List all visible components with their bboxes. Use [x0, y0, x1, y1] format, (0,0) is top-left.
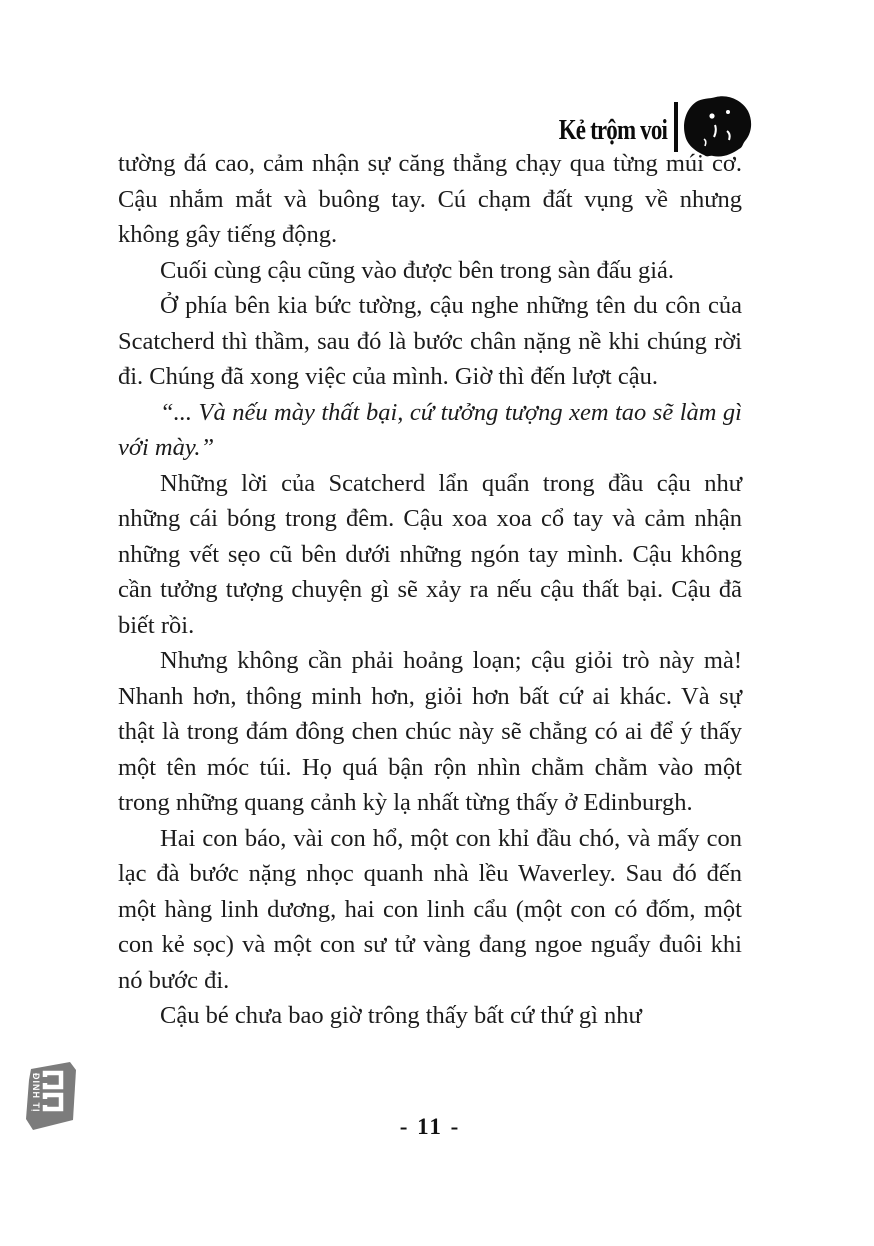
paragraph: “... Và nếu mày thất bại, cứ tưởng tượng xem tao sẽ làm gì với mày.” — [118, 398, 742, 461]
paragraph: Hai con báo, vài con hổ, một con khỉ đầu chó, và mấy con lạc đà bước nặng nhọc quanh nhà lều Waverley. Sau đó đến một hàng linh dương, hai con linh cẩu (một con có đốm, một con kẻ sọc) và một con sư tử vàng đang ngoe nguẩy đuôi khi nó bước đi. — [118, 824, 742, 994]
paragraph: Những lời của Scatcherd lẩn quẩn trong đầu cậu như những cái bóng trong đêm. Cậu xoa xoa cổ tay và cảm nhận những vết sẹo cũ bên dưới những ngón tay mình. Cậu không cần tưởng tượng chuyện gì sẽ xảy ra nếu cậu thất bại. Cậu đã biết rồi. — [118, 469, 742, 639]
paragraph: Cậu bé chưa bao giờ trông thấy bất cứ thứ gì như — [160, 1002, 642, 1029]
publisher-name: ĐINH TỊ — [31, 1073, 41, 1113]
page-footer — [118, 1114, 742, 1140]
book-title: Kẻ trộm voi — [558, 115, 667, 146]
paragraph: tường đá cao, cảm nhận sự căng thẳng chạy qua từng múi cơ. Cậu nhắm mắt và buông tay. Cú chạm đất vụng về nhưng không gây tiếng động. — [118, 150, 742, 248]
page-number: - 11 - — [399, 1114, 461, 1139]
paragraph: Nhưng không cần phải hoảng loạn; cậu giỏi trò này mà! Nhanh hơn, thông minh hơn, giỏi hơn bất cứ ai khác. Và sự thật là trong đám đông chen chúc này sẽ chẳng có ai để ý thấy một tên móc túi. Họ quá bận rộn nhìn chằm chằm vào một trong những quang cảnh kỳ lạ nhất từng thấy ở Edinburgh. — [118, 647, 742, 816]
paragraph: Ở phía bên kia bức tường, cậu nghe những tên du côn của Scatcherd thì thầm, sau đó là bước chân nặng nề khi chúng rời đi. Chúng đã xong việc của mình. Giờ thì đến lượt cậu. — [118, 292, 742, 390]
paragraph: Cuối cùng cậu cũng vào được bên trong sàn đấu giá. — [160, 256, 675, 284]
publisher-logo — [16, 1060, 82, 1134]
header-divider-rule — [674, 102, 678, 152]
page-body — [118, 146, 742, 1034]
